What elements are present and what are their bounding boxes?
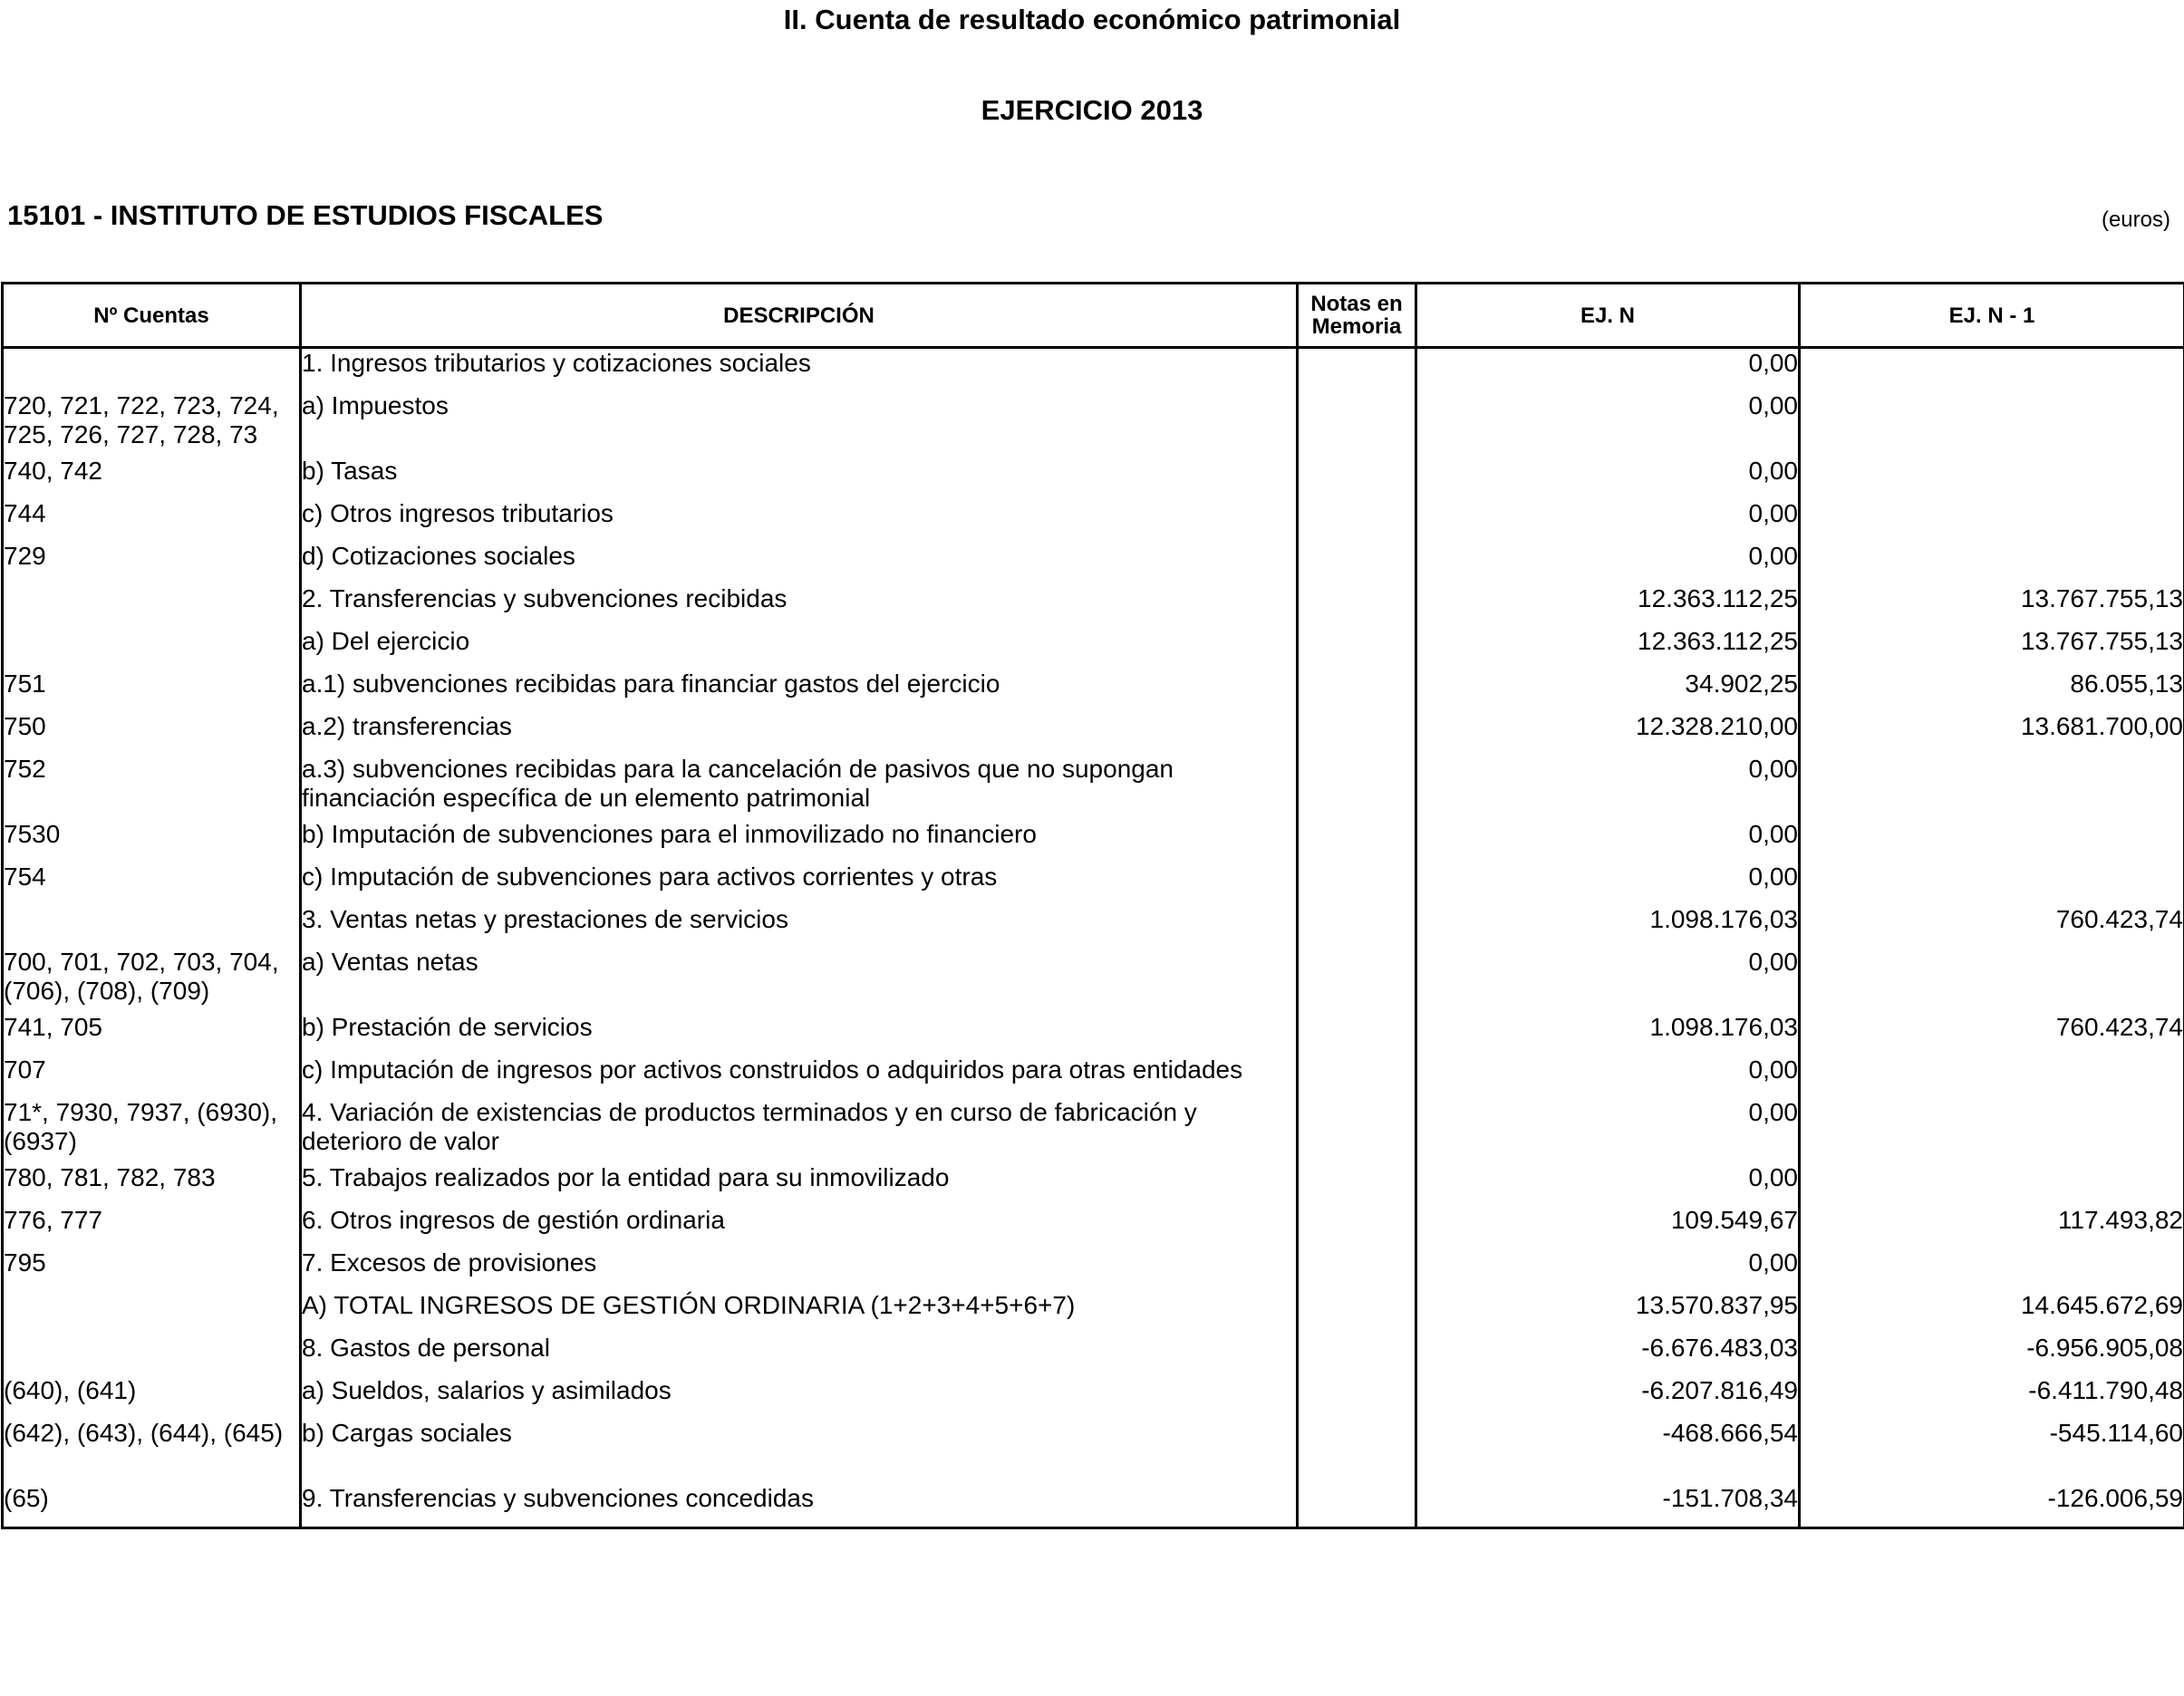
row-accounts — [3, 905, 301, 948]
row-current: 0,00 — [1416, 391, 1800, 457]
table-row — [3, 584, 2184, 627]
row-accounts: 776, 777 — [3, 1206, 301, 1248]
row-current: 0,00 — [1416, 457, 1800, 499]
row-accounts: 741, 705 — [3, 1013, 301, 1055]
entity-name: 15101 - INSTITUTO DE ESTUDIOS FISCALES — [7, 199, 604, 231]
row-previous: 14.645.672,69 — [1800, 1291, 2184, 1334]
row-current: 12.363.112,25 — [1416, 584, 1800, 627]
row-accounts: 795 — [3, 1248, 301, 1291]
row-previous: -6.956.905,08 — [1800, 1334, 2184, 1376]
row-previous — [1800, 948, 2184, 1013]
row-previous — [1800, 542, 2184, 584]
row-description: a.1) subvenciones recibidas para financiar gastos del ejercicio — [301, 670, 1298, 712]
row-description: 1. Ingresos tributarios y cotizaciones sociales — [301, 348, 1298, 392]
row-previous — [1800, 1055, 2184, 1098]
row-current: 12.363.112,25 — [1416, 627, 1800, 670]
row-previous — [1800, 348, 2184, 392]
table-header-row — [3, 284, 2184, 348]
row-previous: -545.114,60 — [1800, 1419, 2184, 1484]
row-accounts: 729 — [3, 542, 301, 584]
header-current-year: EJ. N — [1416, 284, 1800, 348]
row-notes — [1298, 1376, 1416, 1419]
row-current: -151.708,34 — [1416, 1484, 1800, 1528]
row-description: d) Cotizaciones sociales — [301, 542, 1298, 584]
table-row — [3, 820, 2184, 862]
row-description: a) Impuestos — [301, 391, 1298, 457]
row-notes — [1298, 755, 1416, 820]
fiscal-year-title: EJERCICIO 2013 — [981, 94, 1203, 126]
row-current: 0,00 — [1416, 862, 1800, 905]
row-description: A) TOTAL INGRESOS DE GESTIÓN ORDINARIA (1+2+3+4+5+6+7) — [301, 1291, 1298, 1334]
row-current: 34.902,25 — [1416, 670, 1800, 712]
header-notes: Notas en Memoria — [1298, 284, 1416, 348]
header-description: DESCRIPCIÓN — [301, 284, 1298, 348]
row-current: 1.098.176,03 — [1416, 905, 1800, 948]
row-notes — [1298, 1484, 1416, 1528]
row-accounts: 740, 742 — [3, 457, 301, 499]
income-statement-table — [1, 282, 2184, 1529]
table-row — [3, 1376, 2184, 1419]
row-previous: 117.493,82 — [1800, 1206, 2184, 1248]
table-row — [3, 1163, 2184, 1206]
table-row — [3, 755, 2184, 820]
row-notes — [1298, 905, 1416, 948]
table-row — [3, 542, 2184, 584]
row-previous — [1800, 457, 2184, 499]
header-previous-year: EJ. N - 1 — [1800, 284, 2184, 348]
row-current: 0,00 — [1416, 755, 1800, 820]
row-accounts: 744 — [3, 499, 301, 542]
row-current: 109.549,67 — [1416, 1206, 1800, 1248]
row-notes — [1298, 584, 1416, 627]
row-current: -6.676.483,03 — [1416, 1334, 1800, 1376]
table-row — [3, 348, 2184, 392]
table-row — [3, 948, 2184, 1013]
row-description: b) Imputación de subvenciones para el inmovilizado no financiero — [301, 820, 1298, 862]
row-notes — [1298, 499, 1416, 542]
row-accounts — [3, 348, 301, 392]
row-accounts: 720, 721, 722, 723, 724, 725, 726, 727, 728, 73 — [3, 391, 301, 457]
row-accounts: 751 — [3, 670, 301, 712]
row-current: 0,00 — [1416, 1055, 1800, 1098]
row-description: 3. Ventas netas y prestaciones de servicios — [301, 905, 1298, 948]
row-notes — [1298, 1098, 1416, 1163]
header-accounts: Nº Cuentas — [3, 284, 301, 348]
row-accounts: 754 — [3, 862, 301, 905]
row-accounts — [3, 1334, 301, 1376]
row-description: 5. Trabajos realizados por la entidad para su inmovilizado — [301, 1163, 1298, 1206]
row-notes — [1298, 1419, 1416, 1484]
row-current: -468.666,54 — [1416, 1419, 1800, 1484]
table-row — [3, 391, 2184, 457]
row-description: b) Cargas sociales — [301, 1419, 1298, 1484]
row-accounts: 752 — [3, 755, 301, 820]
row-current: -6.207.816,49 — [1416, 1376, 1800, 1419]
row-description: b) Prestación de servicios — [301, 1013, 1298, 1055]
row-notes — [1298, 1163, 1416, 1206]
row-accounts: 7530 — [3, 820, 301, 862]
row-previous — [1800, 391, 2184, 457]
row-description: 2. Transferencias y subvenciones recibidas — [301, 584, 1298, 627]
units-label: (euros) — [2101, 207, 2170, 232]
row-description: c) Imputación de subvenciones para activos corrientes y otras — [301, 862, 1298, 905]
row-previous — [1800, 755, 2184, 820]
row-description: c) Otros ingresos tributarios — [301, 499, 1298, 542]
row-notes — [1298, 1291, 1416, 1334]
table-row — [3, 1098, 2184, 1163]
row-description: 8. Gastos de personal — [301, 1334, 1298, 1376]
row-description: a) Del ejercicio — [301, 627, 1298, 670]
row-current: 13.570.837,95 — [1416, 1291, 1800, 1334]
row-description: a) Sueldos, salarios y asimilados — [301, 1376, 1298, 1419]
row-previous: 760.423,74 — [1800, 905, 2184, 948]
row-notes — [1298, 1206, 1416, 1248]
row-description: 6. Otros ingresos de gestión ordinaria — [301, 1206, 1298, 1248]
page-title: II. Cuenta de resultado económico patrimonial — [783, 4, 1401, 35]
row-previous — [1800, 499, 2184, 542]
row-previous: 86.055,13 — [1800, 670, 2184, 712]
table-row — [3, 1419, 2184, 1484]
row-accounts: 780, 781, 782, 783 — [3, 1163, 301, 1206]
row-description: 9. Transferencias y subvenciones concedidas — [301, 1484, 1298, 1528]
row-accounts: 71*, 7930, 7937, (6930), (6937) — [3, 1098, 301, 1163]
table-row — [3, 1334, 2184, 1376]
row-notes — [1298, 820, 1416, 862]
row-current: 12.328.210,00 — [1416, 712, 1800, 755]
row-previous: 13.767.755,13 — [1800, 627, 2184, 670]
table-row — [3, 862, 2184, 905]
row-notes — [1298, 1248, 1416, 1291]
row-current: 0,00 — [1416, 1163, 1800, 1206]
row-notes — [1298, 391, 1416, 457]
table-row — [3, 1013, 2184, 1055]
table-row — [3, 1484, 2184, 1528]
row-accounts: (642), (643), (644), (645) — [3, 1419, 301, 1484]
table-row — [3, 1055, 2184, 1098]
row-current: 0,00 — [1416, 542, 1800, 584]
row-notes — [1298, 627, 1416, 670]
table-row — [3, 1206, 2184, 1248]
row-description: a.3) subvenciones recibidas para la cancelación de pasivos que no supongan financiación específica de un elemento patrimonial — [301, 755, 1298, 820]
row-current: 0,00 — [1416, 499, 1800, 542]
table-row — [3, 499, 2184, 542]
row-notes — [1298, 712, 1416, 755]
row-description: a.2) transferencias — [301, 712, 1298, 755]
table-row — [3, 1248, 2184, 1291]
table-row — [3, 627, 2184, 670]
row-previous — [1800, 862, 2184, 905]
row-accounts — [3, 627, 301, 670]
row-notes — [1298, 948, 1416, 1013]
row-accounts: 750 — [3, 712, 301, 755]
table-row — [3, 457, 2184, 499]
row-notes — [1298, 1055, 1416, 1098]
row-notes — [1298, 862, 1416, 905]
row-accounts: 707 — [3, 1055, 301, 1098]
row-notes — [1298, 670, 1416, 712]
row-notes — [1298, 1013, 1416, 1055]
table-row — [3, 712, 2184, 755]
table-row — [3, 905, 2184, 948]
row-current: 0,00 — [1416, 1098, 1800, 1163]
row-previous: -6.411.790,48 — [1800, 1376, 2184, 1419]
row-notes — [1298, 542, 1416, 584]
row-current: 0,00 — [1416, 1248, 1800, 1291]
table-row — [3, 670, 2184, 712]
row-previous — [1800, 1163, 2184, 1206]
row-previous — [1800, 820, 2184, 862]
table-row — [3, 1291, 2184, 1334]
row-notes — [1298, 1334, 1416, 1376]
row-previous: 13.681.700,00 — [1800, 712, 2184, 755]
row-previous: -126.006,59 — [1800, 1484, 2184, 1528]
row-accounts: (65) — [3, 1484, 301, 1528]
row-accounts: 700, 701, 702, 703, 704, (706), (708), (709) — [3, 948, 301, 1013]
row-accounts — [3, 584, 301, 627]
row-description: b) Tasas — [301, 457, 1298, 499]
row-current: 0,00 — [1416, 948, 1800, 1013]
row-current: 0,00 — [1416, 820, 1800, 862]
row-description: a) Ventas netas — [301, 948, 1298, 1013]
row-description: c) Imputación de ingresos por activos construidos o adquiridos para otras entidades — [301, 1055, 1298, 1098]
row-previous — [1800, 1248, 2184, 1291]
row-current: 0,00 — [1416, 348, 1800, 392]
row-description: 7. Excesos de provisiones — [301, 1248, 1298, 1291]
row-previous: 13.767.755,13 — [1800, 584, 2184, 627]
row-description: 4. Variación de existencias de productos terminados y en curso de fabricación y deterioro de valor — [301, 1098, 1298, 1163]
row-accounts: (640), (641) — [3, 1376, 301, 1419]
row-previous: 760.423,74 — [1800, 1013, 2184, 1055]
row-notes — [1298, 348, 1416, 392]
row-previous — [1800, 1098, 2184, 1163]
row-accounts — [3, 1291, 301, 1334]
row-current: 1.098.176,03 — [1416, 1013, 1800, 1055]
row-notes — [1298, 457, 1416, 499]
